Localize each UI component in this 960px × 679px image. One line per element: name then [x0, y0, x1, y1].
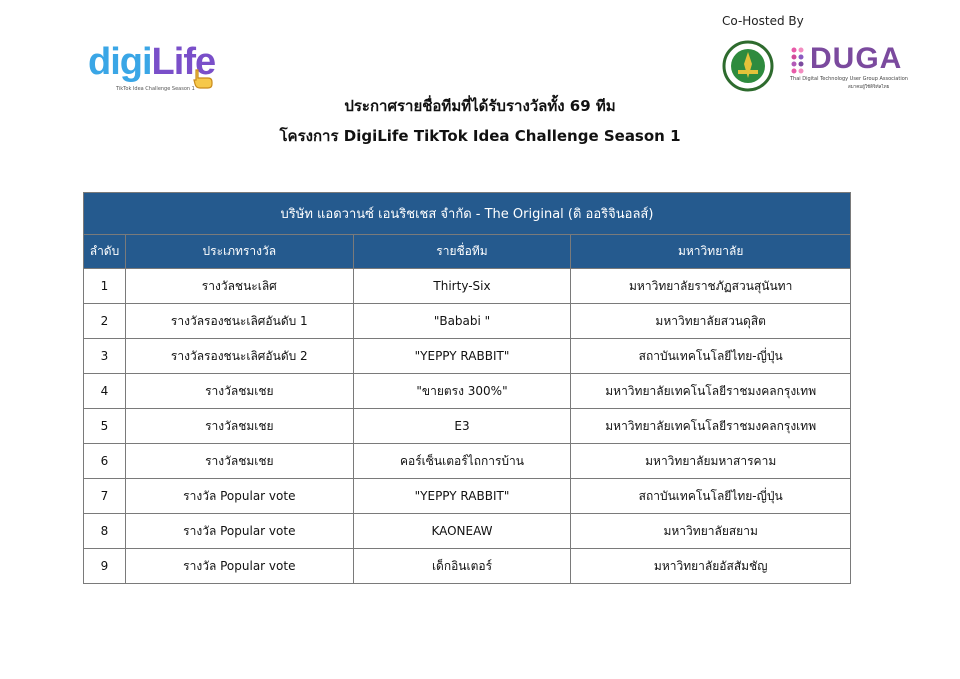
column-header-university: มหาวิทยาลัย — [571, 235, 851, 269]
table-row — [84, 304, 851, 339]
rank-cell: 9 — [84, 549, 126, 584]
award-type-cell: รางวัลชมเชย — [125, 409, 353, 444]
rank-cell: 6 — [84, 444, 126, 479]
team-name-cell: "YEPPY RABBIT" — [353, 479, 571, 514]
table-row — [84, 514, 851, 549]
university-cell: มหาวิทยาลัยมหาสารคาม — [571, 444, 851, 479]
rank-cell: 2 — [84, 304, 126, 339]
award-type-cell: รางวัลรองชนะเลิศอันดับ 2 — [125, 339, 353, 374]
award-type-cell: รางวัลรองชนะเลิศอันดับ 1 — [125, 304, 353, 339]
university-cell: มหาวิทยาลัยเทคโนโลยีราชมงคลกรุงเทพ — [571, 409, 851, 444]
university-cell: สถาบันเทคโนโลยีไทย-ญี่ปุ่น — [571, 339, 851, 374]
team-name-cell: เด็กอินเตอร์ — [353, 549, 571, 584]
team-name-cell: คอร์เซ็นเตอร์ไถการบ้าน — [353, 444, 571, 479]
university-cell: มหาวิทยาลัยสวนดุสิต — [571, 304, 851, 339]
university-cell: สถาบันเทคโนโลยีไทย-ญี่ปุ่น — [571, 479, 851, 514]
team-name-cell: KAONEAW — [353, 514, 571, 549]
duga-subtitle-th: สมาคมผู้ใช้ดิจิทัลไทย — [848, 85, 890, 90]
page-subtitle: โครงการ DigiLife TikTok Idea Challenge Season 1 — [279, 127, 681, 145]
table-row — [84, 444, 851, 479]
co-hosted-label: Co-Hosted By — [722, 14, 804, 28]
table-row — [84, 409, 851, 444]
university-cell: มหาวิทยาลัยสยาม — [571, 514, 851, 549]
rank-cell: 1 — [84, 269, 126, 304]
team-name-cell: E3 — [353, 409, 571, 444]
award-type-cell: รางวัล Popular vote — [125, 514, 353, 549]
duga-logo — [788, 42, 908, 92]
award-type-cell: รางวัล Popular vote — [125, 479, 353, 514]
award-type-cell: รางวัลชมเชย — [125, 444, 353, 479]
award-type-cell: รางวัลชนะเลิศ — [125, 269, 353, 304]
award-type-cell: รางวัล Popular vote — [125, 549, 353, 584]
university-cell: มหาวิทยาลัยอัสสัมชัญ — [571, 549, 851, 584]
digilife-logo-part2: Life — [151, 41, 216, 83]
pointing-hand-icon — [190, 68, 214, 90]
table-row — [84, 549, 851, 584]
page-title: ประกาศรายชื่อทีมที่ได้รับรางวัลทั้ง 69 ทีม — [344, 97, 616, 115]
table-row — [84, 374, 851, 409]
column-header-team-name: รายชื่อทีม — [353, 235, 571, 269]
rank-cell: 8 — [84, 514, 126, 549]
university-cell: มหาวิทยาลัยราชภัฏสวนสุนันทา — [571, 269, 851, 304]
duga-logo-word: DUGA — [810, 42, 903, 75]
company-name: บริษัท แอดวานซ์ เอนริชเชส จำกัด - The Original (ดิ ออริจินอลส์) — [84, 193, 851, 235]
rank-cell: 3 — [84, 339, 126, 374]
table-row — [84, 479, 851, 514]
university-cell: มหาวิทยาลัยเทคโนโลยีราชมงคลกรุงเทพ — [571, 374, 851, 409]
table-row — [84, 269, 851, 304]
duga-subtitle-en: Thai Digital Technology User Group Association — [790, 76, 908, 82]
rank-cell: 4 — [84, 374, 126, 409]
rank-cell: 5 — [84, 409, 126, 444]
university-seal-icon — [722, 40, 774, 92]
column-header-award-type: ประเภทรางวัล — [125, 235, 353, 269]
team-name-cell: "YEPPY RABBIT" — [353, 339, 571, 374]
rank-cell: 7 — [84, 479, 126, 514]
digilife-tagline: TikTok Idea Challenge Season 1 — [116, 86, 195, 92]
company-header-row — [84, 193, 851, 235]
awards-table — [83, 192, 851, 584]
column-header-rank: ลำดับ — [84, 235, 126, 269]
team-name-cell: "ขายตรง 300%" — [353, 374, 571, 409]
digilife-logo — [88, 40, 228, 100]
team-name-cell: "Bababi " — [353, 304, 571, 339]
table-row — [84, 339, 851, 374]
column-header-row — [84, 235, 851, 269]
award-type-cell: รางวัลชมเชย — [125, 374, 353, 409]
digilife-logo-part1: digi — [88, 41, 152, 83]
team-name-cell: Thirty-Six — [353, 269, 571, 304]
